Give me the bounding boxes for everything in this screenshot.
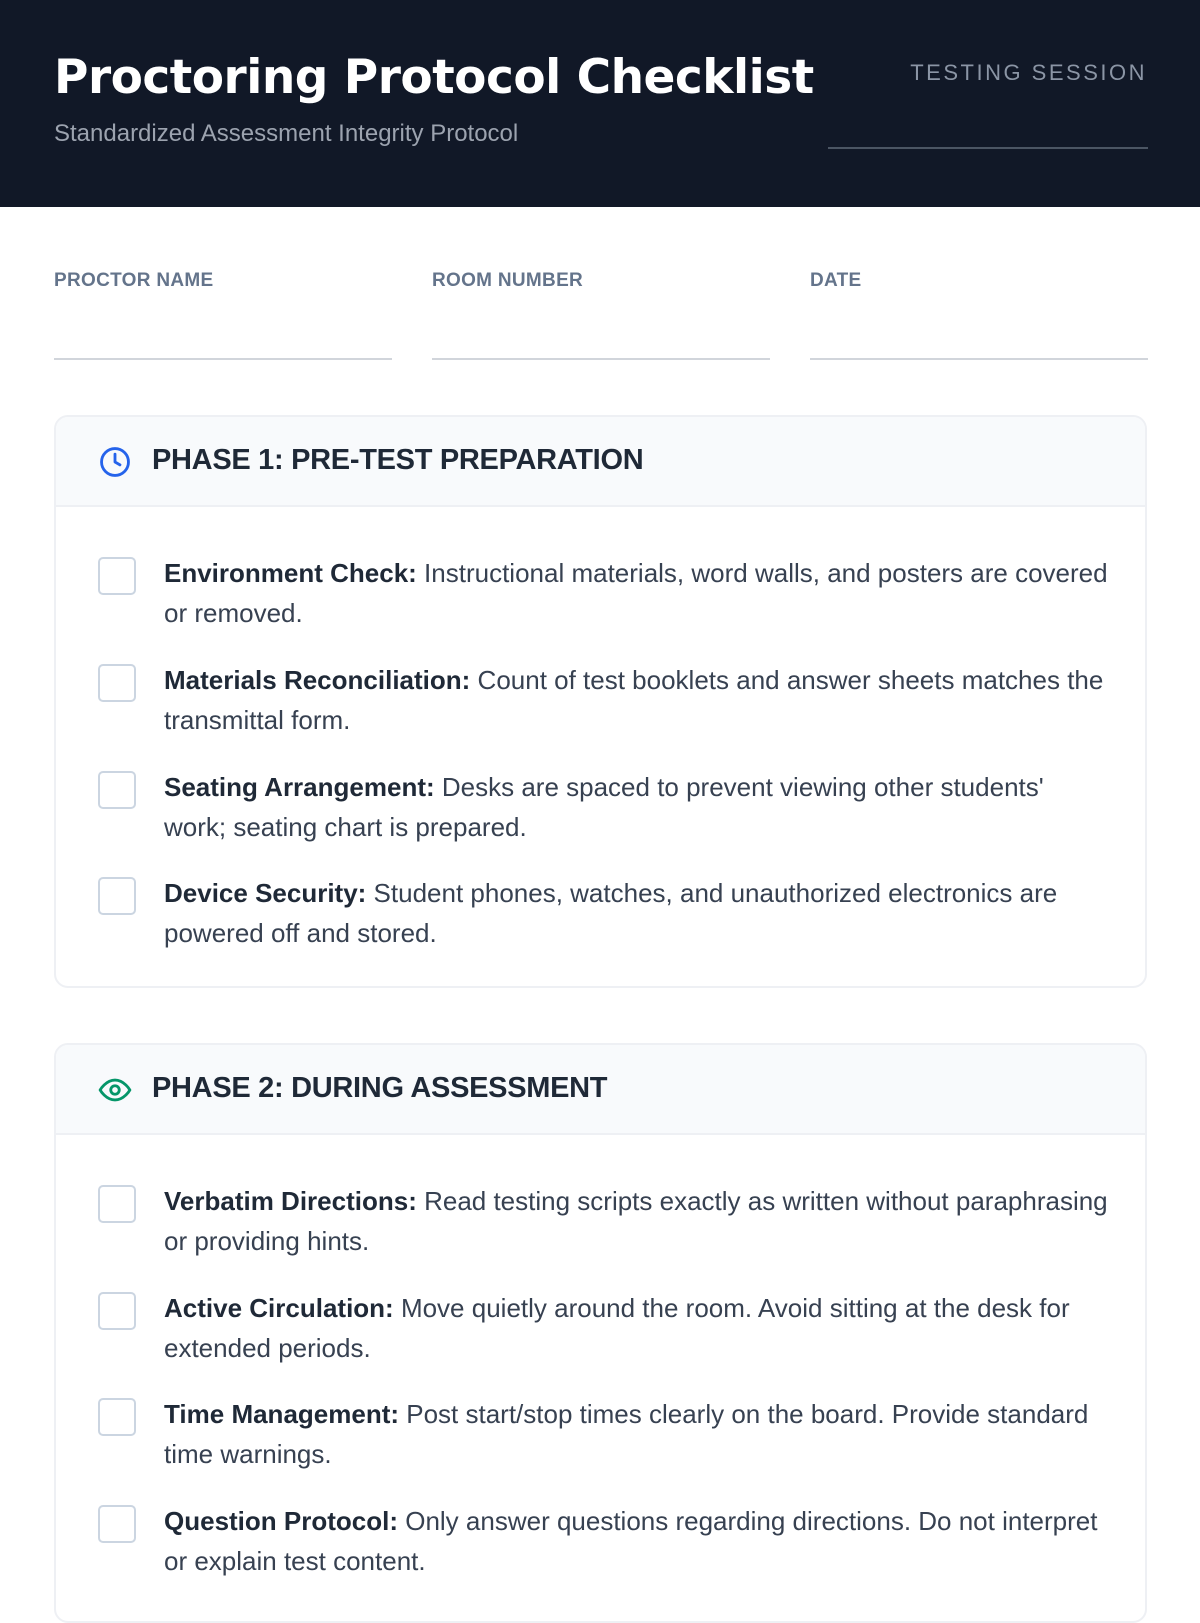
room-number-field[interactable] [432, 270, 770, 292]
checkbox[interactable] [98, 1398, 136, 1436]
clock-icon [98, 445, 132, 479]
checkbox[interactable] [98, 1292, 136, 1330]
item-description: Student phones, watches, and unauthorized electronics are powered off and stored. [164, 878, 1058, 948]
phase-2-card [54, 1043, 1147, 1623]
date-label: DATE [810, 270, 862, 291]
phase-1-card [54, 415, 1147, 988]
item-label: Device Security: [164, 878, 367, 908]
item-label: Question Protocol: [164, 1506, 398, 1536]
date-field[interactable] [810, 270, 1148, 292]
session-label: TESTING SESSION [910, 60, 1147, 85]
proctor-name-input[interactable] [54, 358, 392, 360]
item-text [164, 1394, 1109, 1474]
page-subtitle: Standardized Assessment Integrity Protocol [54, 120, 519, 147]
item-description: Move quietly around the room. Avoid sitting at the desk for extended periods. [164, 1293, 1070, 1363]
item-text [164, 660, 1109, 740]
item-text [164, 767, 1109, 847]
checklist-item[interactable] [56, 767, 1145, 863]
item-description: Read testing scripts exactly as written without paraphrasing or providing hints. [164, 1186, 1108, 1256]
checklist-item[interactable] [56, 873, 1145, 969]
session-field[interactable] [828, 147, 1148, 149]
checklist-item[interactable] [56, 1501, 1145, 1597]
page-title: Proctoring Protocol Checklist [54, 50, 814, 105]
item-label: Active Circulation: [164, 1293, 394, 1323]
phase-1-title: PHASE 1: PRE-TEST PREPARATION [152, 444, 644, 476]
item-text [164, 1181, 1109, 1261]
item-text [164, 553, 1109, 633]
checkbox[interactable] [98, 1185, 136, 1223]
item-description: Desks are spaced to prevent viewing other students' work; seating chart is prepared. [164, 772, 1044, 842]
phase-2-title: PHASE 2: DURING ASSESSMENT [152, 1072, 608, 1104]
checklist-item[interactable] [56, 1181, 1145, 1277]
eye-icon [98, 1073, 132, 1107]
checkbox[interactable] [98, 771, 136, 809]
item-description: Count of test booklets and answer sheets matches the transmittal form. [164, 665, 1104, 735]
proctor-name-label: PROCTOR NAME [54, 270, 214, 291]
item-label: Materials Reconciliation: [164, 665, 471, 695]
room-number-input[interactable] [432, 358, 770, 360]
checklist-item[interactable] [56, 553, 1145, 649]
date-input[interactable] [810, 358, 1148, 360]
checklist-item[interactable] [56, 660, 1145, 756]
item-label: Verbatim Directions: [164, 1186, 417, 1216]
item-text [164, 873, 1109, 953]
item-label: Environment Check: [164, 558, 417, 588]
checklist-item[interactable] [56, 1394, 1145, 1490]
room-number-label: ROOM NUMBER [432, 270, 584, 291]
page-header [0, 0, 1200, 207]
item-description: Instructional materials, word walls, and posters are covered or removed. [164, 558, 1108, 628]
phase-1-header [56, 417, 1145, 507]
item-text [164, 1501, 1109, 1581]
checkbox[interactable] [98, 557, 136, 595]
item-description: Only answer questions regarding directions. Do not interpret or explain test content. [164, 1506, 1098, 1576]
checkbox[interactable] [98, 664, 136, 702]
checkbox[interactable] [98, 877, 136, 915]
item-description: Post start/stop times clearly on the board. Provide standard time warnings. [164, 1399, 1089, 1469]
checkbox[interactable] [98, 1505, 136, 1543]
item-label: Seating Arrangement: [164, 772, 435, 802]
proctor-name-field[interactable] [54, 270, 392, 292]
item-text [164, 1288, 1109, 1368]
phase-2-header [56, 1045, 1145, 1135]
checklist-item[interactable] [56, 1288, 1145, 1384]
item-label: Time Management: [164, 1399, 400, 1429]
